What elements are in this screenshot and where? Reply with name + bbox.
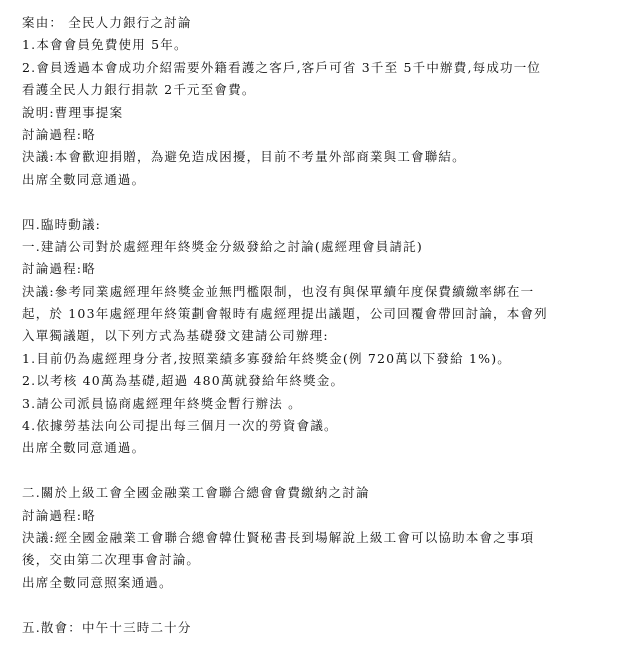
motion-1-attendance: 出席全數同意通過。 — [22, 440, 146, 456]
case-item-1: 1.本會會員免費使用 5年。 — [22, 37, 188, 53]
meeting-minutes-document — [22, 12, 612, 639]
spacer — [22, 594, 612, 616]
case-discussion-process: 討論過程:略 — [22, 126, 96, 142]
motion-2-process: 討論過程:略 — [22, 507, 96, 523]
motion-1-point-4: 4.依據勞基法向公司提出每三個月一次的勞資會議。 — [22, 418, 338, 434]
adjournment: 五.散會：中午十三時二十分 — [22, 619, 192, 635]
motion-1-process: 討論過程:略 — [22, 261, 96, 277]
motion-2-resolution-line-2: 後，交由第二次理事會討論。 — [22, 552, 201, 568]
motion-1-resolution-line-3: 入單獨議題，以下列方式為基礎發文建請公司辦理: — [22, 328, 329, 344]
motion-1-resolution-line-2: 起，於 103年處經理年終策劃會報時有處經理提出議題，公司回覆會帶回討論，本會列 — [22, 306, 548, 322]
spacer — [22, 191, 612, 213]
case-item-2-line-2: 看護全民人力銀行捐款 2千元至會費。 — [22, 82, 256, 98]
motion-1-point-2: 2.以考核 40萬為基礎,超過 480萬就發給年終獎金。 — [22, 373, 345, 389]
case-attendance: 出席全數同意通過。 — [22, 171, 146, 187]
case-heading: 案由： 全民人力銀行之討論 — [22, 15, 192, 30]
motion-1-title: 一.建請公司對於處經理年終獎金分級發給之討論(處經理會員請託) — [22, 238, 423, 254]
motion-2-attendance: 出席全數同意照案通過。 — [22, 574, 173, 590]
case-explanation: 說明:曹理事提案 — [22, 104, 124, 120]
extempore-motions-heading: 四.臨時動議: — [22, 216, 102, 232]
case-resolution: 決議:本會歡迎捐贈，為避免造成困擾，目前不考量外部商業與工會聯結。 — [22, 149, 466, 165]
spacer — [22, 460, 612, 482]
case-item-2-line-1: 2.會員透過本會成功介紹需要外籍看護之客戶,客戶可省 3千至 5千中辦費,每成功一位 — [22, 59, 542, 75]
motion-1-point-1: 1.目前仍為處經理身分者,按照業績多寡發給年終獎金(例 720萬以下發給 1%)。 — [22, 350, 511, 366]
motion-2-title: 二.關於上級工會全國金融業工會聯合總會會費繳納之討論 — [22, 485, 370, 501]
motion-1-resolution-line-1: 決議:參考同業處經理年終獎金並無門檻限制，也沒有與保單續年度保費續繳率綁在一 — [22, 283, 535, 299]
motion-1-point-3: 3.請公司派員協商處經理年終獎金暫行辦法 。 — [22, 395, 302, 411]
motion-2-resolution-line-1: 決議:經全國金融業工會聯合總會韓仕賢秘書長到場解說上級工會可以協助本會之事項 — [22, 529, 535, 545]
